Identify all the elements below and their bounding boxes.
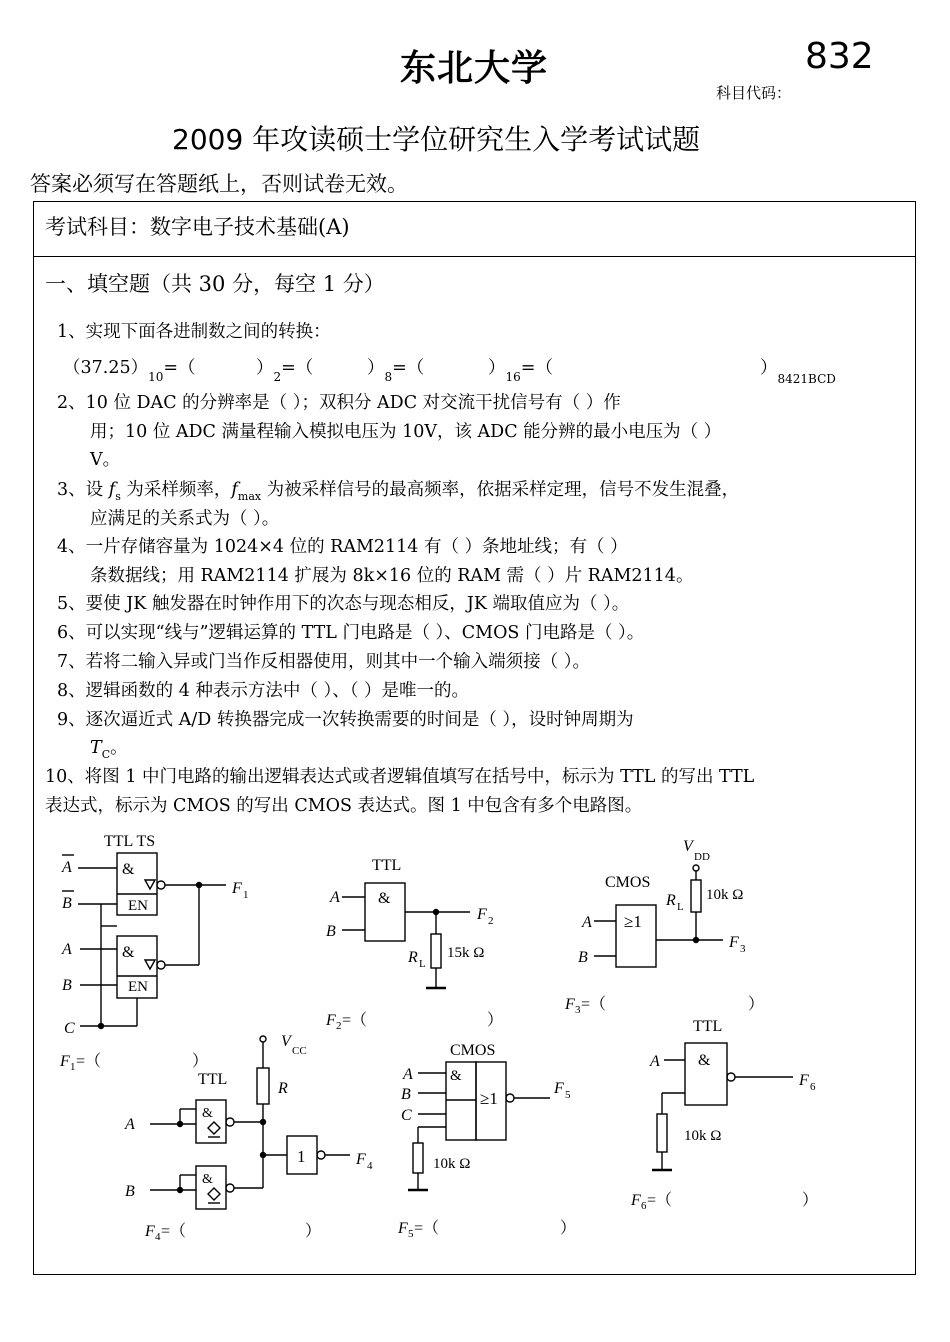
question-10-line-1: 10、将图 1 中门电路的输出逻辑表达式或者逻辑值填写在括号中，标示为 TTL 的写出 TTL — [45, 767, 755, 787]
question-9-line-1: 9、逐次逼近式 A/D 转换器完成一次转换需要的时间是（ ），设时钟周期为 — [57, 710, 634, 730]
ans-f1-f: F — [60, 1053, 70, 1070]
ans-f1-close: ） — [192, 1053, 209, 1070]
c5-or: ≥1 — [480, 1089, 498, 1108]
f3-sub: 3 — [740, 943, 746, 955]
c6-in-a: A — [650, 1053, 660, 1070]
q1-number: （37.25） — [63, 358, 149, 378]
ts-triangle-1 — [145, 880, 155, 889]
q1-base-10: 10 — [148, 370, 164, 384]
circuit-f5 — [397, 1042, 576, 1240]
c4-vcc: V — [281, 1033, 291, 1050]
ans-f3-f: F — [565, 996, 575, 1013]
ans-f6-sub: 6 — [641, 1200, 647, 1212]
ans-f3-open: =（ — [581, 996, 607, 1013]
c1-and-2: & — [122, 944, 135, 961]
circuit-f2 — [325, 857, 503, 1032]
oc-diamond — [208, 1122, 220, 1134]
in-b: B — [62, 977, 72, 994]
circuit-f6 — [630, 1018, 818, 1212]
c3-vdd-sub: DD — [694, 851, 710, 863]
f6-sub: 6 — [810, 1081, 816, 1093]
vcc-terminal — [260, 1036, 266, 1042]
ans-f2-sub: 2 — [336, 1020, 342, 1032]
c2-and: & — [378, 890, 391, 907]
f1-sub: 1 — [243, 889, 249, 901]
q1-close-paren-2: ） — [367, 358, 385, 378]
ans-f5-sub: 5 — [408, 1228, 414, 1240]
q9-tc-sub: C — [101, 748, 111, 761]
inverter-bubble — [727, 1073, 735, 1081]
c4-and-1: & — [202, 1106, 213, 1121]
ans-f2-open: =（ — [342, 1012, 368, 1029]
ans-f1-sub: 1 — [70, 1061, 76, 1073]
ans-f6-open: =（ — [647, 1192, 673, 1209]
c4-label: TTL — [198, 1071, 228, 1088]
c4-in-a: A — [125, 1116, 135, 1133]
c4-not: 1 — [297, 1147, 306, 1166]
c5-and: & — [450, 1068, 462, 1084]
c3-rl-sub: L — [677, 901, 684, 913]
ans-f5-f: F — [398, 1220, 408, 1237]
inverter-bubble — [226, 1184, 234, 1192]
f6-label: F — [799, 1072, 809, 1089]
c2-label: TTL — [372, 857, 402, 874]
in-a: A — [62, 941, 72, 958]
q1-close-paren-1: ） — [256, 358, 274, 378]
c4-vcc-sub: CC — [292, 1045, 307, 1057]
question-4-line-1: 4、一片存储容量为 1024×4 位的 RAM2114 有（ ）条地址线；有（ ） — [57, 537, 628, 557]
answer-notice: 答案必须写在答题纸上，否则试卷无效。 — [30, 172, 408, 196]
question-2-line-1: 2、10 位 DAC 的分辨率是（ ）；双积分 ADC 对交流干扰信号有（ ）作 — [57, 393, 621, 413]
c4-in-b: B — [125, 1183, 135, 1200]
ans-f4-close: ） — [305, 1223, 322, 1240]
subject-code-label: 科目代码： — [716, 84, 792, 102]
q1-base-8: 8 — [384, 370, 393, 384]
ans-f4-f: F — [145, 1223, 155, 1240]
q1-base-16: 16 — [505, 370, 521, 384]
ts-triangle-2 — [145, 960, 155, 969]
in-a-bar: A — [62, 859, 72, 876]
ans-f6-close: ） — [802, 1192, 819, 1209]
q1-close-paren-4: ） — [760, 358, 778, 378]
question-2-line-2: 用；10 位 ADC 满量程输入模拟电压为 10V，该 ADC 能分辨的最小电压为（ ） — [90, 422, 722, 442]
exam-title: 2009 年攻读硕士学位研究生入学考试试题 — [172, 123, 701, 156]
q9-end: 。 — [110, 738, 128, 758]
c1-and-1: & — [122, 861, 135, 878]
circuit-f3 — [564, 838, 764, 1016]
question-8: 8、逻辑函数的 4 种表示方法中（ ）、（ ）是唯一的。 — [57, 681, 470, 701]
q1-open-2: =（ — [281, 358, 314, 378]
c3-in-b: B — [578, 949, 588, 966]
f5-label: F — [554, 1080, 564, 1097]
ans-f6-f: F — [631, 1192, 641, 1209]
q3-fmax: f — [231, 480, 238, 500]
c1-label: TTL TS — [104, 833, 156, 850]
c2-in-b: B — [326, 923, 336, 940]
ans-f2-f: F — [326, 1012, 336, 1029]
c5-in-a: A — [403, 1066, 413, 1083]
vdd-terminal — [693, 865, 699, 871]
question-10-line-2: 表达式，标示为 CMOS 的写出 CMOS 表达式。图 1 中包含有多个电路图。 — [45, 796, 643, 816]
circuit-f1 — [59, 833, 249, 1073]
f2-label: F — [477, 906, 487, 923]
question-2-line-3: V。 — [90, 450, 121, 470]
q1-open-4: =（ — [520, 358, 553, 378]
f5-sub: 5 — [565, 1089, 571, 1101]
c5-label: CMOS — [450, 1042, 496, 1059]
c5-r-value: 10k Ω — [433, 1156, 471, 1172]
exam-subject: 考试科目：数字电子技术基础(A) — [45, 215, 350, 239]
q1-close-paren-3: ） — [488, 358, 506, 378]
c1-en-1: EN — [128, 898, 148, 914]
inverter-bubble — [157, 881, 165, 889]
f4-label: F — [356, 1151, 366, 1168]
resistor-rl — [431, 934, 441, 968]
f4-sub: 4 — [367, 1160, 373, 1172]
c6-label: TTL — [693, 1018, 723, 1035]
c2-r-value: 15k Ω — [447, 945, 485, 961]
c2-rl: R — [408, 949, 418, 966]
c4-and-2: & — [202, 1172, 213, 1187]
ans-f3-close: ） — [748, 996, 765, 1013]
resistor-10k — [413, 1143, 423, 1173]
ans-f4-sub: 4 — [155, 1231, 161, 1243]
in-c: C — [64, 1020, 75, 1037]
c3-or: ≥1 — [624, 912, 642, 931]
inverter-bubble — [317, 1151, 325, 1159]
section-title: 一、填空题（共 30 分，每空 1 分） — [45, 272, 385, 296]
q9-tc: T — [90, 738, 102, 758]
ans-f1-open: =（ — [76, 1053, 102, 1070]
q3-fs-sub: s — [115, 490, 121, 503]
f1-label: F — [232, 880, 242, 897]
q3-fs: f — [108, 480, 116, 500]
question-1-title: 1、实现下面各进制数之间的转换： — [57, 322, 331, 342]
inverter-bubble — [226, 1118, 234, 1126]
inverter-bubble — [157, 961, 165, 969]
q1-open-1: =（ — [163, 358, 196, 378]
q1-base-2: 2 — [273, 370, 282, 384]
resistor-10k — [657, 1114, 667, 1152]
ans-f5-close: ） — [560, 1220, 577, 1237]
circuit-f4 — [124, 1033, 373, 1243]
q1-base-bcd: 8421BCD — [777, 372, 836, 386]
in-b-bar: B — [62, 895, 72, 912]
resistor-r — [257, 1068, 269, 1104]
resistor-rl — [691, 880, 701, 912]
c2-in-a: A — [330, 889, 340, 906]
question-6: 6、可以实现“线与”逻辑运算的 TTL 门电路是（ ）、CMOS 门电路是（ ）。 — [57, 623, 645, 643]
c5-in-b: B — [401, 1086, 411, 1103]
c2-rl-sub: L — [419, 958, 426, 970]
university-name: 东北大学 — [400, 48, 549, 89]
ans-f4-open: =（ — [161, 1223, 187, 1240]
f2-sub: 2 — [488, 915, 494, 927]
c6-r-value: 10k Ω — [684, 1128, 722, 1144]
ans-f5-open: =（ — [414, 1220, 440, 1237]
c5-in-c: C — [401, 1107, 412, 1124]
q3-fmax-sub: max — [237, 490, 262, 503]
ans-f2-close: ） — [487, 1012, 504, 1029]
question-4-line-2: 条数据线；用 RAM2114 扩展为 8k×16 位的 RAM 需（ ）片 RAM2114。 — [90, 566, 694, 586]
c4-r: R — [278, 1080, 288, 1097]
c3-label: CMOS — [605, 874, 651, 891]
f3-label: F — [729, 934, 739, 951]
question-3-line-2: 应满足的关系式为（ ）。 — [90, 509, 280, 529]
c3-rl: R — [666, 892, 676, 909]
question-7: 7、若将二输入异或门当作反相器使用，则其中一个输入端须接（ ）。 — [57, 652, 590, 672]
oc-diamond — [208, 1188, 220, 1200]
q3-text-a: 3、设 — [57, 480, 109, 500]
c6-and: & — [698, 1052, 711, 1069]
c1-en-2: EN — [128, 979, 148, 995]
question-5: 5、要使 JK 触发器在时钟作用下的次态与现态相反，JK 端取值应为（ ）。 — [57, 594, 630, 614]
q1-open-3: =（ — [392, 358, 425, 378]
c3-vdd: V — [683, 838, 693, 855]
subject-code: 832 — [805, 36, 874, 77]
q3-text-b: 为采样频率， — [120, 480, 232, 500]
c3-in-a: A — [582, 914, 592, 931]
c3-r-value: 10k Ω — [706, 887, 744, 903]
inverter-bubble — [506, 1094, 514, 1102]
ans-f3-sub: 3 — [575, 1004, 581, 1016]
q3-text-c: 为被采样信号的最高频率，依据采样定理，信号不发生混叠， — [261, 480, 740, 500]
